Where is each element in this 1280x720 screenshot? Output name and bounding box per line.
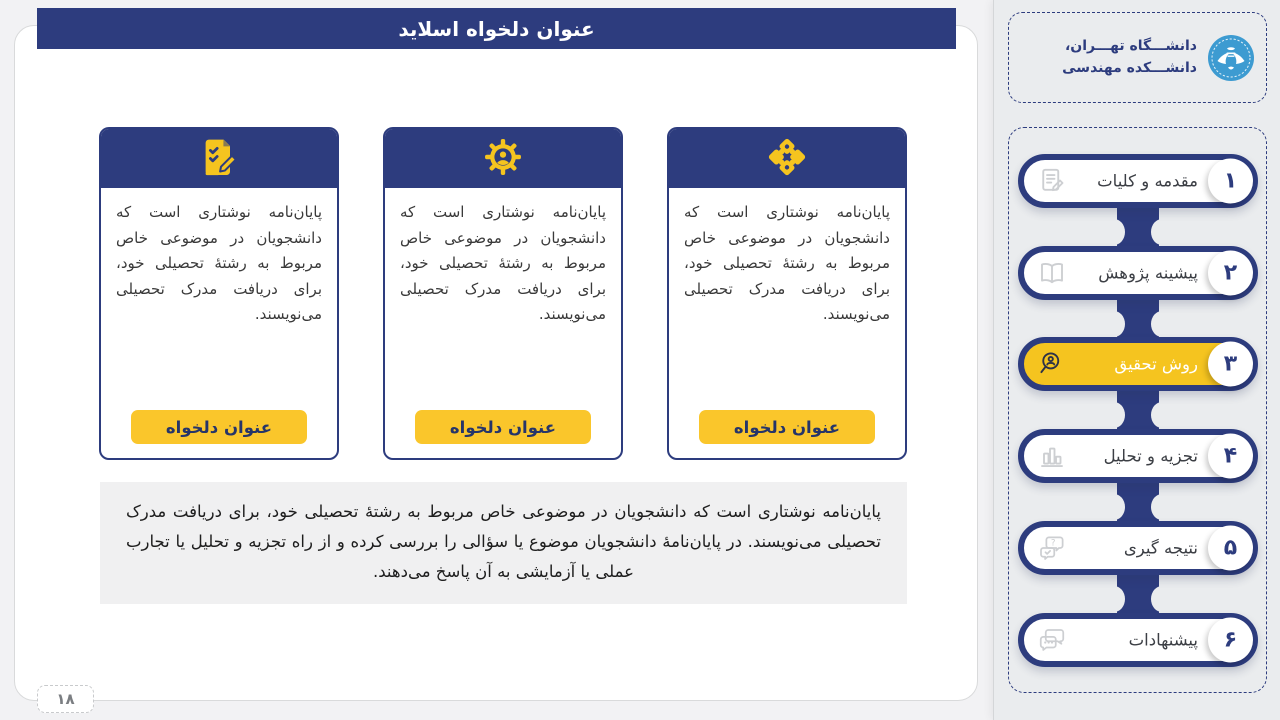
card-body-text: پایان‌نامه نوشتاری است که دانشجویان در موضوعی خاص مربوط به رشتهٔ تحصیلی خود، برای دریافت مدرک تحصیلی می‌نویسند. [400, 203, 606, 323]
checklist-pencil-icon [197, 135, 241, 183]
puzzle-icon [765, 135, 809, 183]
sidebar-item-number: ۱ [1208, 159, 1253, 204]
sidebar-item-analysis[interactable] [1018, 429, 1258, 483]
sidebar-item-number: ۴ [1208, 434, 1253, 479]
university-of-tehran-logo [1207, 34, 1255, 82]
open-book-icon [1037, 258, 1067, 288]
card-button[interactable]: عنوان دلخواه [699, 410, 875, 444]
sidebar-item-background[interactable] [1018, 246, 1258, 300]
magnifier-person-icon [1037, 349, 1067, 379]
info-card-right [667, 127, 907, 460]
navigation-sidebar [993, 0, 1280, 720]
sidebar-item-label: تجزیه و تحلیل [1103, 446, 1198, 466]
card-body-text: پایان‌نامه نوشتاری است که دانشجویان در موضوعی خاص مربوط به رشتهٔ تحصیلی خود، برای دریافت مدرک تحصیلی می‌نویسند. [116, 203, 322, 323]
university-name: دانشـــگاه تهـــران، دانشـــکده مهندسی [1062, 37, 1197, 76]
card-header [669, 129, 905, 188]
sidebar-item-label: پیشنهادات [1128, 630, 1198, 650]
gear-person-icon [481, 135, 525, 183]
card-button[interactable]: عنوان دلخواه [131, 410, 307, 444]
sidebar-item-label: روش تحقیق [1114, 354, 1198, 374]
card-header [101, 129, 337, 188]
bar-chart-icon [1037, 441, 1067, 471]
slide-title: عنوان دلخواه اسلاید [398, 16, 595, 41]
card-button[interactable]: عنوان دلخواه [415, 410, 591, 444]
sidebar-item-number: ۳ [1208, 342, 1253, 387]
svg-text:?: ? [1050, 538, 1056, 549]
card-header [385, 129, 621, 188]
sidebar-item-label: مقدمه و کلیات [1097, 171, 1198, 191]
page-number-badge [37, 685, 94, 713]
sidebar-item-conclusion[interactable] [1018, 521, 1258, 575]
nav-outline [1008, 127, 1267, 693]
info-card-left [99, 127, 339, 460]
page-number: ۱۸ [56, 690, 75, 708]
sidebar-item-label: پیشینه پژوهش [1098, 263, 1198, 283]
chat-dots-icon [1037, 625, 1067, 655]
card-body-text: پایان‌نامه نوشتاری است که دانشجویان در موضوعی خاص مربوط به رشتهٔ تحصیلی خود، برای دریافت مدرک تحصیلی می‌نویسند. [684, 203, 890, 323]
university-header [1008, 12, 1267, 103]
sidebar-item-method[interactable] [1018, 337, 1258, 391]
notes-pencil-icon [1037, 166, 1067, 196]
info-card-middle [383, 127, 623, 460]
sidebar-item-label: نتیجه گیری [1123, 538, 1198, 558]
question-check-bubbles-icon [1037, 533, 1067, 563]
sidebar-item-introduction[interactable] [1018, 154, 1258, 208]
summary-paragraph: پایان‌نامه نوشتاری است که دانشجویان در موضوعی خاص مربوط به رشتهٔ تحصیلی خود، برای دریافت مدرک تحصیلی می‌نویسند. در پایان‌نامهٔ دانشجویان موضوع یا سؤالی را بررسی کرده و از راه تجزیه و تحلیل یا تجارب عملی یا آزمایشی به آن پاسخ می‌دهند. [100, 482, 907, 604]
sidebar-item-suggestions[interactable] [1018, 613, 1258, 667]
sidebar-item-number: ۶ [1208, 618, 1253, 663]
sidebar-item-number: ۲ [1208, 251, 1253, 296]
slide-title-bar [37, 8, 956, 49]
cards-row [99, 127, 907, 460]
sidebar-item-number: ۵ [1208, 526, 1253, 571]
